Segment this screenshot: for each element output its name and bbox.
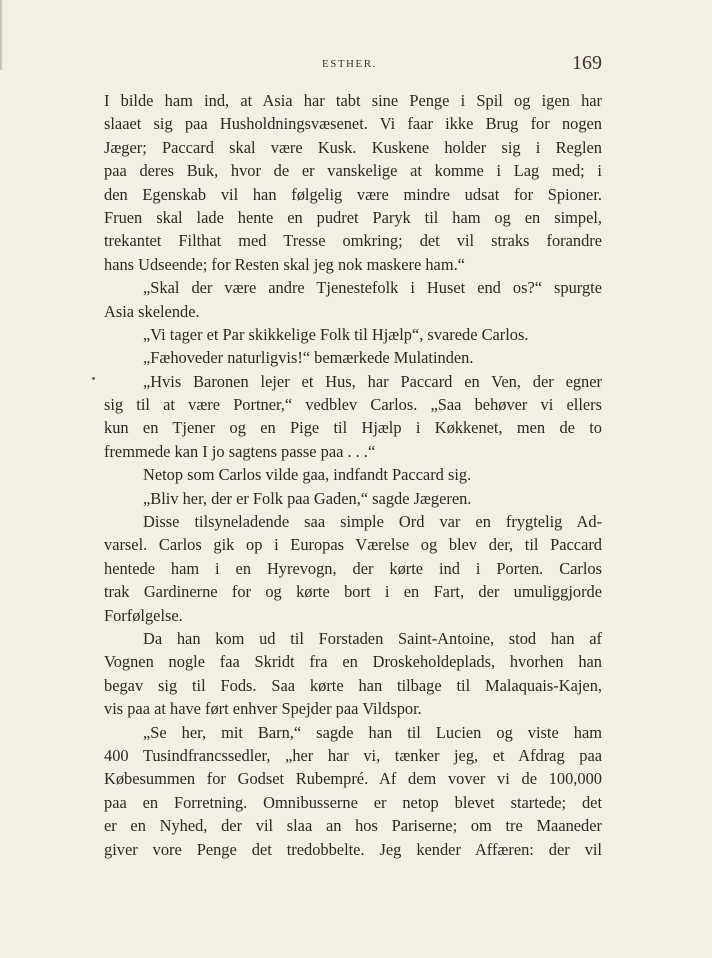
text-line: „Hvis Baronen lejer et Hus, har Paccard en Ven, der egner xyxy=(143,371,602,391)
text-line: „Skal der være andre Tjenestefolk i Huset end os?“ spurgte xyxy=(143,278,602,298)
text-line: trak Gardinerne for og kørte bort i en Fart, der umuliggjorde xyxy=(104,582,602,602)
text-line: Jæger; Paccard skal være Kusk. Kuskene holder sig i Reglen xyxy=(104,137,602,157)
margin-mark xyxy=(92,377,95,380)
text-line: I bilde ham ind, at Asia har tabt sine Penge i Spil og igen har xyxy=(104,91,602,110)
text-line: slaaet sig paa Husholdningsvæsenet. Vi faar ikke Brug for nogen xyxy=(104,114,602,134)
text-line: „Se her, mit Barn,“ sagde han til Lucien og viste ham xyxy=(143,722,602,742)
text-line: hans Udseende; for Resten skal jeg nok maskere ham.“ xyxy=(104,254,465,274)
text-line: trekantet Filthat med Tresse omkring; det vil straks forandre xyxy=(104,231,602,251)
text-line: Forfølgelse. xyxy=(104,605,183,625)
page-edge-shadow xyxy=(0,0,3,70)
text-line: begav sig til Fods. Saa kørte han tilbage til Malaquais-Kajen, xyxy=(104,675,602,695)
text-line: er en Nyhed, der vil slaa an hos Pariserne; om tre Maaneder xyxy=(104,816,602,836)
running-title: ESTHER. xyxy=(322,58,377,70)
text-line: Købesummen for Godset Rubempré. Af dem vover vi de 100,000 xyxy=(104,769,602,789)
text-line: fremmede kan I jo sagtens passe paa . . .“ xyxy=(104,441,376,461)
text-line: „Fæhoveder naturligvis!“ bemærkede Mulatinden. xyxy=(143,348,474,368)
text-line: Disse tilsyneladende saa simple Ord var en frygtelig Ad- xyxy=(143,512,602,532)
text-line: giver vore Penge det tredobbelte. Jeg kender Affæren: der vil xyxy=(104,839,602,859)
text-line: „Vi tager et Par skikkelige Folk til Hjælp“, svarede Carlos. xyxy=(143,324,529,344)
text-line: „Bliv her, der er Folk paa Gaden,“ sagde Jægeren. xyxy=(143,488,472,508)
text-line: 400 Tusindfrancssedler, „her har vi, tænker jeg, et Afdrag paa xyxy=(104,745,602,765)
page-number: 169 xyxy=(572,52,602,74)
text-line: vis paa at have ført enhver Spejder paa Vildspor. xyxy=(104,699,422,719)
text-line: paa deres Buk, hvor de er vanskelige at komme i Lag med; i xyxy=(104,161,602,181)
text-line: sig til at være Portner,“ vedblev Carlos. „Saa behøver vi ellers xyxy=(104,395,602,415)
text-line: Asia skelende. xyxy=(104,301,200,321)
text-line: paa en Forretning. Omnibusserne er netop blevet startede; det xyxy=(104,792,602,812)
text-line: kun en Tjener og en Pige til Hjælp i Køkkenet, men de to xyxy=(104,418,602,438)
text-line: varsel. Carlos gik op i Europas Værelse og blev der, til Paccard xyxy=(104,535,602,555)
text-line: Da han kom ud til Forstaden Saint-Antoine, stod han af xyxy=(143,628,602,648)
body-text xyxy=(104,89,602,861)
page-header xyxy=(104,52,602,82)
text-line: hentede ham i en Hyrevogn, der kørte ind i Porten. Carlos xyxy=(104,558,602,578)
text-line: Vognen nogle faa Skridt fra en Droskeholdeplads, hvorhen han xyxy=(104,652,602,672)
text-line: Fruen skal lade hente en pudret Paryk til ham og en simpel, xyxy=(104,207,602,227)
text-line: den Egenskab vil han følgelig være mindre udsat for Spioner. xyxy=(104,184,602,204)
text-line: Netop som Carlos vilde gaa, indfandt Paccard sig. xyxy=(143,465,472,485)
